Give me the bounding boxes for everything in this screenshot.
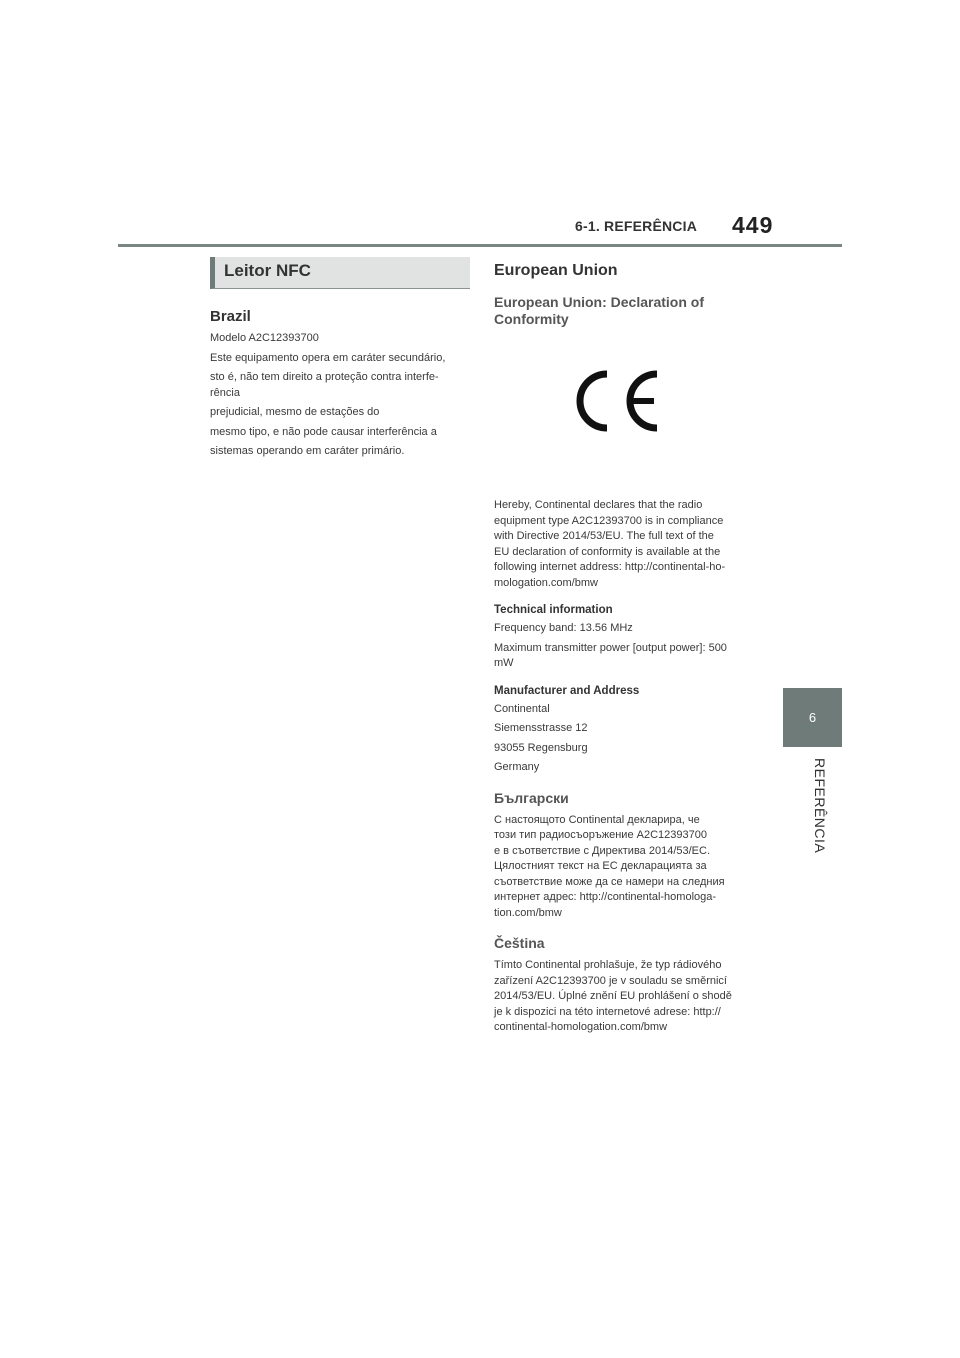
left-column — [210, 257, 470, 460]
brazil-line: sistemas operando em caráter primário. — [210, 445, 405, 457]
section-banner: Leitor NFC — [210, 257, 470, 289]
manufacturer-line: Siemensstrasse 12 — [494, 722, 588, 734]
brazil-line: Modelo A2C12393700 — [210, 332, 319, 344]
frequency-band: Frequency band: 13.56 MHz — [494, 622, 633, 634]
manufacturer-line: 93055 Regensburg — [494, 741, 588, 754]
chapter-side-label: REFERÊNCIA — [812, 758, 828, 854]
eu-declaration-heading: European Union: Declaration of Conformity — [494, 294, 705, 327]
technical-info-heading: Technical information — [494, 604, 613, 616]
czech-heading: Čeština — [494, 935, 545, 951]
page-number: 449 — [732, 212, 774, 238]
eu-declaration-text: Hereby, Continental declares that the radio equipment type A2C12393700 is in compliance with Directive 2014/53/EU. The full text of the EU declaration of conformity is available at the following internet address: http://continental-ho- mologation.com/bmw — [494, 499, 726, 589]
bulgarian-heading: Български — [494, 789, 569, 806]
chapter-number: 6 — [808, 710, 817, 725]
brazil-heading: Brazil — [210, 308, 251, 325]
right-column — [494, 262, 750, 1036]
ce-mark-container — [494, 358, 750, 470]
manufacturer-line: Continental — [494, 702, 550, 715]
running-header-section: 6-1. REFERÊNCIA — [575, 218, 698, 234]
eu-heading: European Union — [494, 262, 618, 279]
brazil-line: sto é, não tem direito a proteção contra interfe- rência — [210, 371, 439, 399]
manufacturer-heading: Manufacturer and Address — [494, 684, 640, 697]
header-divider — [118, 244, 842, 247]
czech-text: Tímto Continental prohlašuje, že typ rádiového zařízení A2C12393700 je v souladu se směrnicí 2014/53/EU. Úplné znění EU prohlášení o shodě je k dispozici na této internetové adrese: http:// continental-homologation.com/bmw — [494, 959, 732, 1033]
manufacturer-line: Germany — [494, 761, 540, 773]
transmitter-power: Maximum transmitter power [output power]: 500 mW — [494, 641, 727, 669]
brazil-line: Este equipamento opera em caráter secundário, — [210, 351, 446, 364]
chapter-tab — [783, 688, 842, 747]
ce-mark-icon — [574, 368, 664, 434]
brazil-text — [210, 331, 470, 460]
bulgarian-text: С настоящото Continental декларира, че този тип радиосъоръжение A2C12393700 е в съответствие с Директива 2014/53/ЕС. Цялостният текст на ЕС декларацията за съответствие може да се намери на следния интернет адрес: http://continental-homologa- tion.com/bmw — [494, 813, 725, 919]
brazil-line: mesmo tipo, e não pode causar interferência a — [210, 425, 437, 438]
brazil-line: prejudicial, mesmo de estações do — [210, 406, 380, 418]
